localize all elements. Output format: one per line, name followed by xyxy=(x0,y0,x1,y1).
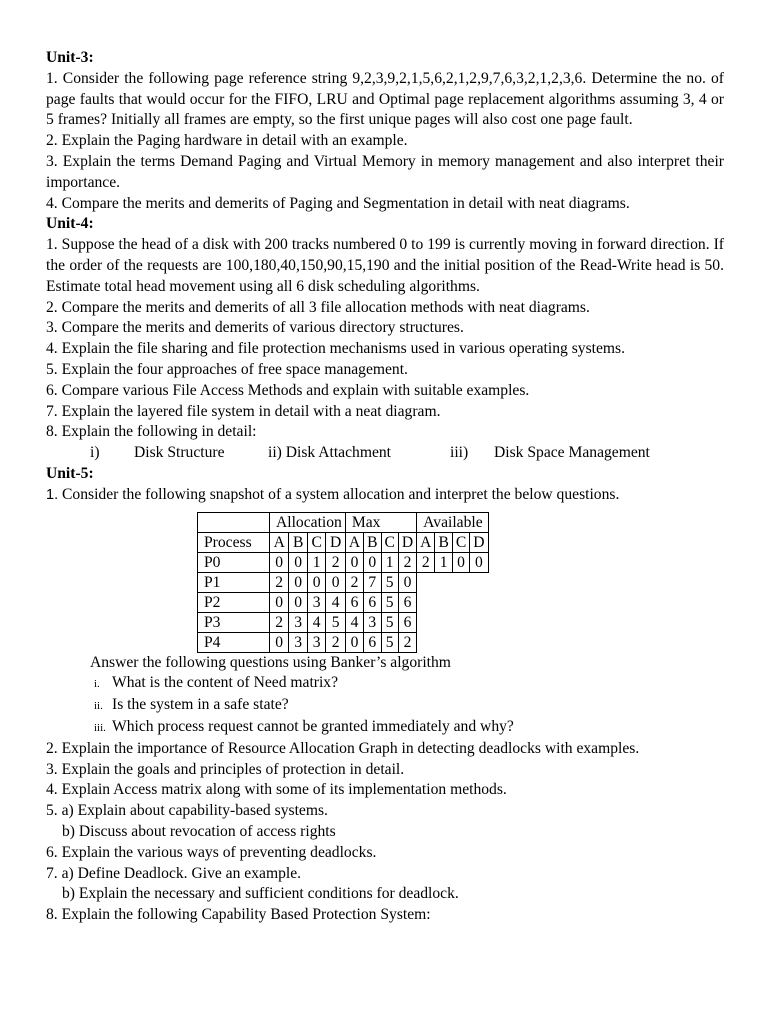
unit5-question-7a: 7. a) Define Deadlock. Give an example. xyxy=(46,864,302,882)
allocation-group-header: Allocation xyxy=(270,512,346,532)
max-cell: 0 xyxy=(345,552,363,572)
allocation-cell: 2 xyxy=(326,632,345,652)
table-row xyxy=(198,592,489,612)
unit4-question-6: 6. Compare various File Access Methods and explain with suitable examples. xyxy=(46,381,530,399)
unit5-question-8: 8. Explain the following Capability Based Protection System: xyxy=(46,906,431,924)
max-cell: 4 xyxy=(345,612,363,632)
unit3-question-3: 3. Explain the terms Demand Paging and Virtual Memory in memory management and also interpret their importance. xyxy=(46,152,724,191)
resource-letter-header: D xyxy=(326,532,345,552)
subitem-disk-space-management: Disk Space Management xyxy=(494,444,650,462)
available-cell: 0 xyxy=(470,552,488,572)
max-cell: 2 xyxy=(345,572,363,592)
available-cell: 0 xyxy=(452,552,469,572)
unit5-question-5b: b) Discuss about revocation of access rights xyxy=(62,822,336,840)
question-text: Consider the following snapshot of a system allocation and interpret the below questions. xyxy=(62,485,620,503)
allocation-cell: 0 xyxy=(270,552,289,572)
allocation-cell: 3 xyxy=(307,632,326,652)
unit3-question-2: 2. Explain the Paging hardware in detail with an example. xyxy=(46,132,408,150)
question-number: 1. xyxy=(46,486,59,503)
unit3-question-4: 4. Compare the merits and demerits of Paging and Segmentation in detail with neat diagrams. xyxy=(46,194,630,212)
unit4-question-5: 5. Explain the four approaches of free space management. xyxy=(46,360,408,378)
subitem-disk-structure: Disk Structure xyxy=(134,444,225,462)
resource-letter-header: C xyxy=(381,532,398,552)
allocation-cell: 0 xyxy=(326,572,345,592)
max-cell: 6 xyxy=(364,632,381,652)
process-cell: P2 xyxy=(198,592,270,612)
process-cell: P4 xyxy=(198,632,270,652)
allocation-cell: 4 xyxy=(307,612,326,632)
roman-number: iii. xyxy=(94,721,106,734)
banker-sub-iii xyxy=(46,717,724,739)
banker-sub-text: What is the content of Need matrix? xyxy=(112,674,339,692)
resource-letter-header: C xyxy=(307,532,326,552)
allocation-cell: 1 xyxy=(307,552,326,572)
allocation-table-wrapper xyxy=(197,512,724,653)
max-cell: 6 xyxy=(345,592,363,612)
max-cell: 0 xyxy=(398,572,416,592)
unit4-heading: Unit-4: xyxy=(46,215,94,233)
resource-letter-header: D xyxy=(470,532,488,552)
max-cell: 5 xyxy=(381,632,398,652)
unit5-question-5a: 5. a) Explain about capability-based systems. xyxy=(46,802,328,820)
max-cell: 0 xyxy=(364,552,381,572)
resource-letter-header: D xyxy=(398,532,416,552)
table-corner-cell xyxy=(198,512,270,532)
table-row xyxy=(198,552,489,572)
max-cell: 5 xyxy=(381,572,398,592)
process-column-header: Process xyxy=(198,532,270,552)
max-group-header: Max xyxy=(345,512,416,532)
unit4-question-3: 3. Compare the merits and demerits of various directory structures. xyxy=(46,319,464,337)
allocation-cell: 0 xyxy=(270,632,289,652)
available-group-header: Available xyxy=(417,512,488,532)
unit5-question-4: 4. Explain Access matrix along with some of its implementation methods. xyxy=(46,781,507,799)
unit5-question-2: 2. Explain the importance of Resource Allocation Graph in detecting deadlocks with examples. xyxy=(46,739,640,757)
max-cell: 5 xyxy=(381,612,398,632)
available-cell: 1 xyxy=(435,552,452,572)
max-cell: 2 xyxy=(398,552,416,572)
available-cell: 2 xyxy=(417,552,435,572)
unit5-question-7b: b) Explain the necessary and sufficient conditions for deadlock. xyxy=(62,885,459,903)
max-cell: 6 xyxy=(398,612,416,632)
unit4-question-8: 8. Explain the following in detail: xyxy=(46,423,257,441)
allocation-cell: 3 xyxy=(289,632,308,652)
allocation-cell: 0 xyxy=(270,592,289,612)
roman-number: i. xyxy=(94,678,100,691)
unit3-question-1: 1. Consider the following page reference string 9,2,3,9,2,1,5,6,2,1,2,9,7,6,3,2,1,2,3,6. Determine the no. of page faults that would occur for the FIFO, LRU and Optimal page replacement algorithms assuming 3, 4 or 5 frames? Initially all frames are empty, so the first unique pages will also cost one page fault. xyxy=(46,69,724,129)
allocation-cell: 0 xyxy=(307,572,326,592)
resource-letter-header: B xyxy=(364,532,381,552)
resource-letter-header: B xyxy=(435,532,452,552)
max-cell: 7 xyxy=(364,572,381,592)
table-letter-row xyxy=(198,532,489,552)
table-row xyxy=(198,572,489,592)
allocation-cell: 0 xyxy=(289,552,308,572)
table-header-row xyxy=(198,512,489,532)
allocation-table xyxy=(197,512,489,653)
allocation-cell: 2 xyxy=(270,612,289,632)
max-cell: 6 xyxy=(364,592,381,612)
max-cell: 5 xyxy=(381,592,398,612)
unit3-heading: Unit-3: xyxy=(46,49,94,66)
banker-sub-i xyxy=(46,673,724,695)
table-row xyxy=(198,612,489,632)
process-cell: P1 xyxy=(198,572,270,592)
subitem-disk-attachment: ii) Disk Attachment xyxy=(268,444,391,462)
roman-number: ii. xyxy=(94,700,103,713)
process-cell: P0 xyxy=(198,552,270,572)
max-cell: 0 xyxy=(345,632,363,652)
resource-letter-header: B xyxy=(289,532,308,552)
process-cell: P3 xyxy=(198,612,270,632)
unit5-question-3: 3. Explain the goals and principles of protection in detail. xyxy=(46,760,405,778)
allocation-cell: 2 xyxy=(326,552,345,572)
resource-letter-header: C xyxy=(452,532,469,552)
unit5-heading: Unit-5: xyxy=(46,464,94,482)
banker-sub-ii xyxy=(46,695,724,717)
unit4-question-2: 2. Compare the merits and demerits of all 3 file allocation methods with neat diagrams. xyxy=(46,298,590,316)
max-cell: 3 xyxy=(364,612,381,632)
banker-sub-text: Which process request cannot be granted immediately and why? xyxy=(112,717,514,735)
document-page xyxy=(46,48,724,926)
allocation-cell: 4 xyxy=(326,592,345,612)
max-cell: 1 xyxy=(381,552,398,572)
allocation-cell: 0 xyxy=(289,592,308,612)
unit4-question-8-subitems xyxy=(46,443,724,464)
resource-letter-header: A xyxy=(270,532,289,552)
allocation-cell: 3 xyxy=(307,592,326,612)
unit4-question-1: 1. Suppose the head of a disk with 200 tracks numbered 0 to 199 is currently moving in forward direction. If the order of the requests are 100,180,40,150,90,15,190 and the initial position of the Read-Write head is 50. Estimate total head movement using all 6 disk scheduling algorithms. xyxy=(46,236,724,295)
unit5-question-1 xyxy=(46,485,724,506)
subitem-i-number: i) xyxy=(90,444,100,462)
max-cell: 6 xyxy=(398,592,416,612)
unit4-question-7: 7. Explain the layered file system in detail with a neat diagram. xyxy=(46,402,441,420)
table-row xyxy=(198,632,489,652)
allocation-cell: 0 xyxy=(289,572,308,592)
allocation-cell: 3 xyxy=(289,612,308,632)
max-cell: 2 xyxy=(398,632,416,652)
unit5-question-6: 6. Explain the various ways of preventing deadlocks. xyxy=(46,843,377,861)
resource-letter-header: A xyxy=(345,532,363,552)
banker-intro: Answer the following questions using Banker’s algorithm xyxy=(90,653,451,671)
allocation-cell: 2 xyxy=(270,572,289,592)
banker-sub-text: Is the system in a safe state? xyxy=(112,696,289,714)
unit4-question-4: 4. Explain the file sharing and file protection mechanisms used in various operating systems. xyxy=(46,340,626,358)
subitem-iii-number: iii) xyxy=(450,444,469,462)
resource-letter-header: A xyxy=(417,532,435,552)
allocation-cell: 5 xyxy=(326,612,345,632)
